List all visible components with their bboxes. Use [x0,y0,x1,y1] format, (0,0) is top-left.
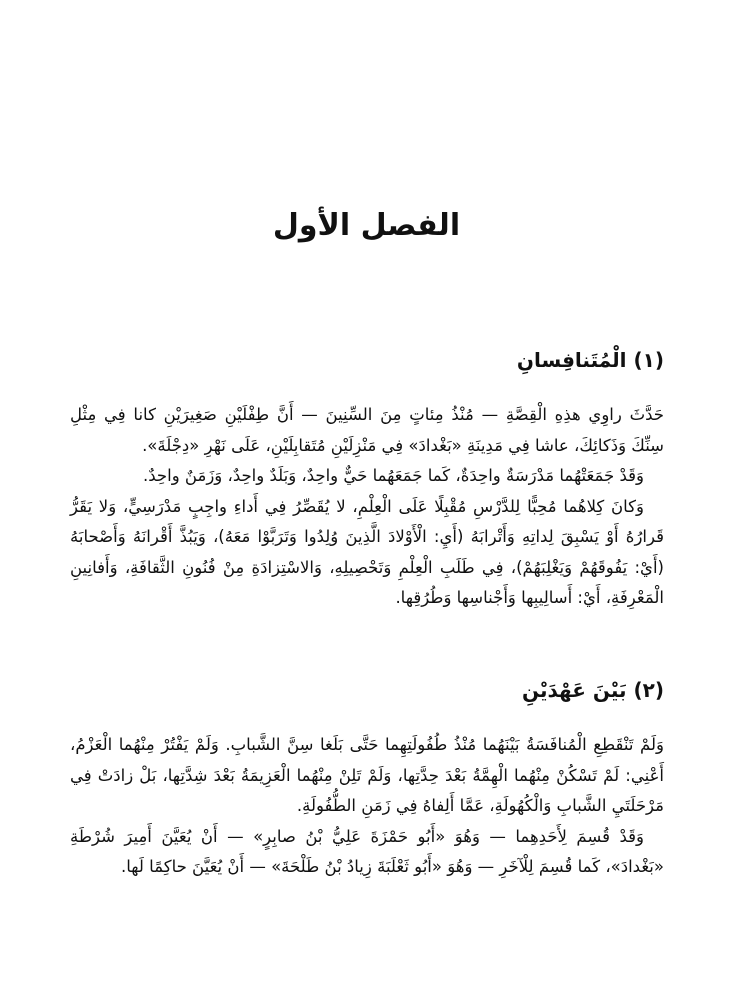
section-1 [70,340,664,614]
section-heading: (١) الْمُتَنافِسانِ [516,348,664,372]
section-heading: (٢) بَيْنَ عَهْدَيْنِ [521,678,664,702]
paragraph: وَقَدْ قُسِمَ لِأَحَدِهِما — وَهُوَ «أَبُو حَمْزَةَ عَلِيُّ بْنُ صابِرٍ» — أَنْ يُعَيَّنَ أَمِيرَ شُرْطَةِ «بَغْدادَ»، كَما قُسِمَ لِلْآخَرِ — وَهُوَ «أَبُو ثَعْلَبَةَ زِيادُ بْنُ طَلْحَةَ» — أَنْ يُعَيَّنَ حاكِمًا لَها. [70,826,664,876]
paragraph: وَقَدْ جَمَعَتْهُما مَدْرَسَةٌ واحِدَةٌ، كَما جَمَعَهُما حَيٌّ واحِدٌ، وَبَلَدٌ واحِدٌ، وَزَمَنٌ واحِدٌ. [143,466,644,485]
paragraph: وَلَمْ تَنْقَطِعِ الْمُنافَسَةُ بَيْنَهُما مُنْذُ طُفُولَتِهِما حَتَّى بَلَغا سِنَّ الشَّبابِ. وَلَمْ يَفْتُرْ مِنْهُما الْعَزْمُ، أَعْنِي: لَمْ تَسْكُنْ مِنْهُما الْهِمَّةُ بَعْدَ حِدَّتِها، وَلَمْ تَلِنْ مِنْهُما الْعَزِيمَةُ بَعْدَ شِدَّتِها، بَلْ زادَتْ فِي مَرْحَلَتَيِ الشَّبابِ وَالْكُهُولَةِ، عَمَّا أَلِفاهُ فِي زَمَنِ الطُّفُولَةِ. [70,735,664,815]
paragraph: وَكانَ كِلاهُما مُحِبًّا لِلدَّرْسِ مُقْبِلًا عَلَى الْعِلْمِ، لا يُقَصِّرُ فِي أَداءِ واجِبٍ مَدْرَسِيٍّ، وَلا يَقَرُّ قَرارُهُ أَوْ يَسْبِقَ لِداتِهِ وَأَتْرابَهُ (أَيِ: الْأَوْلادَ الَّذِينَ وُلِدُوا وَتَرَبَّوْا مَعَهُ)، وَيَبُذَّ أَقْرانَهُ وَأَصْحابَهُ (أَيْ: يَفُوقَهُمْ وَيَغْلِبَهُمْ)، فِي طَلَبِ الْعِلْمِ وَتَحْصِيلِهِ، وَالاسْتِزادَةِ مِنْ فُنُونِ الثَّقافَةِ، وَأَفانِينِ الْمَعْرِفَةِ، أَيْ: أَسالِيبِها وَأَجْناسِها وَطُرُقِها. [70,496,664,607]
chapter-title: الفصل الأول [272,208,461,243]
section-2 [70,670,664,883]
paragraph: حَدَّثَ راوِي هذِهِ الْقِصَّةِ — مُنْذُ مِئاتٍ مِنَ السِّنِينَ — أَنَّ طِفْلَيْنِ صَغِيرَيْنِ كانا فِي مِثْلِ سِنِّكَ وَذَكائِكَ، عاشا فِي مَدِينَةِ «بَغْدادَ» فِي مَنْزِلَيْنِ مُتَقابِلَيْنِ، عَلَى نَهْرِ «دِجْلَةَ». [70,405,664,455]
